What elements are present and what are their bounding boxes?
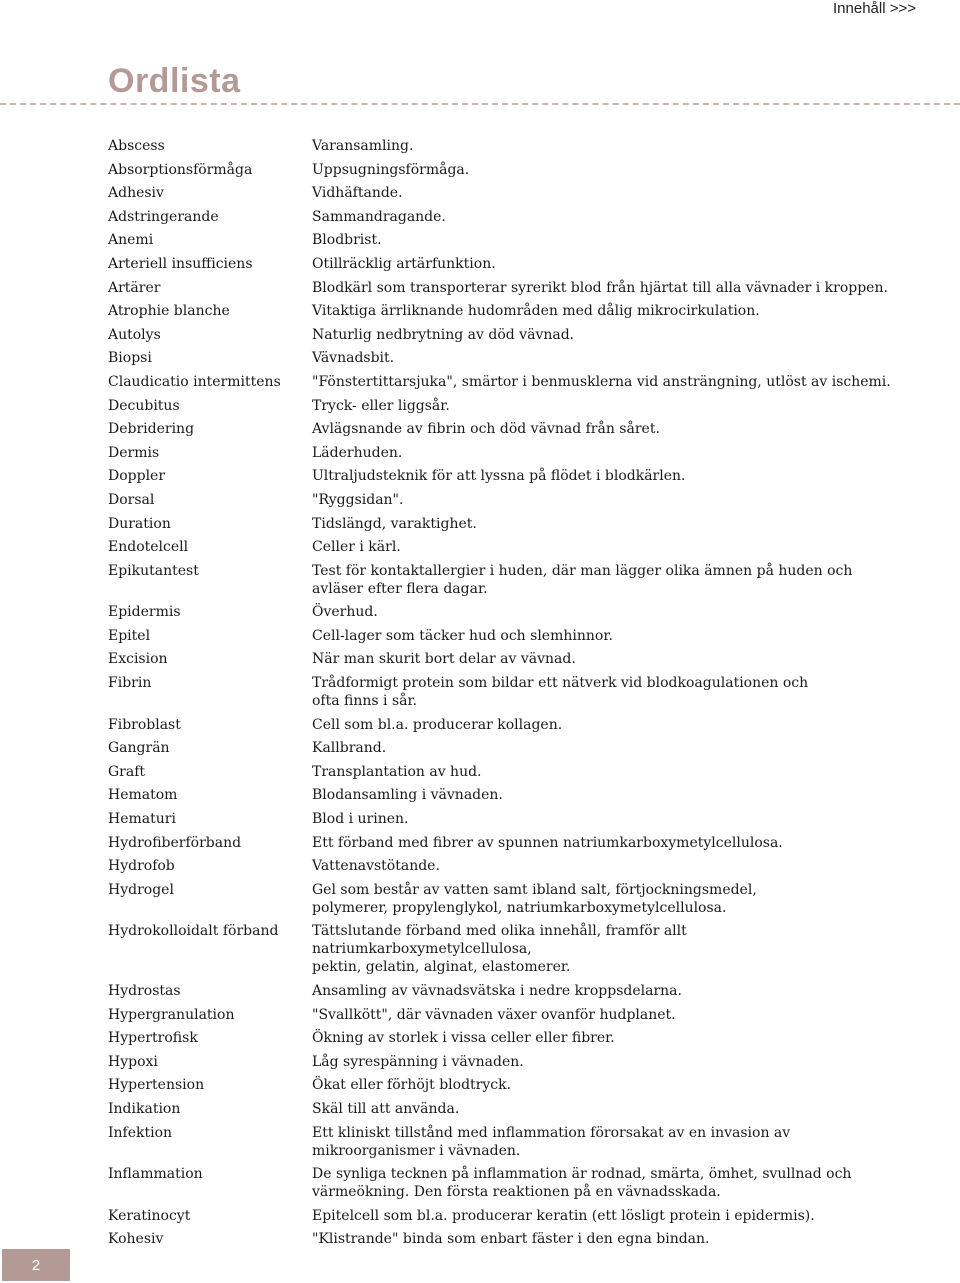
glossary-term: Excision <box>108 651 168 668</box>
glossary-entry <box>108 1053 908 1077</box>
glossary-term: Doppler <box>108 468 166 485</box>
glossary-term: Adhesiv <box>108 185 164 202</box>
glossary-definition: Tättslutande förband med olika innehåll, framför allt natriumkarboxymetylcellulosa, pektin, gelatin, alginat, elastomerer. <box>312 923 687 976</box>
glossary-definition: Överhud. <box>312 604 378 621</box>
glossary-definition: Ultraljudsteknik för att lyssna på flödet i blodkärlen. <box>312 468 686 485</box>
glossary-entry <box>108 786 908 810</box>
glossary-definition: "Svallkött", där vävnaden växer ovanför hudplanet. <box>312 1006 676 1023</box>
glossary-term: Hydrogel <box>108 881 174 898</box>
glossary-entry <box>108 491 908 515</box>
glossary-term: Autolys <box>108 326 161 343</box>
glossary-definition: Vattenavstötande. <box>312 858 440 875</box>
glossary-entry <box>108 302 908 326</box>
glossary-entry <box>108 562 908 604</box>
glossary-entry <box>108 739 908 763</box>
glossary-definition: Blod i urinen. <box>312 811 409 828</box>
glossary-term: Arteriell insufficiens <box>108 255 253 272</box>
glossary-term: Hypergranulation <box>108 1006 235 1023</box>
glossary-term: Inflammation <box>108 1166 203 1183</box>
glossary-definition: Naturlig nedbrytning av död vävnad. <box>312 326 575 343</box>
toc-link[interactable]: Innehåll >>> <box>833 0 916 17</box>
glossary-term: Dermis <box>108 444 160 461</box>
glossary-definition: Cell-lager som täcker hud och slemhinnor. <box>312 627 613 644</box>
glossary-term: Biopsi <box>108 350 152 367</box>
glossary-term: Infektion <box>108 1124 173 1141</box>
glossary-list <box>108 137 908 1254</box>
glossary-definition: Test för kontaktallergier i huden, där man lägger olika ämnen på huden och avläser efter flera dagar. <box>312 562 853 597</box>
glossary-term: Graft <box>108 763 146 780</box>
glossary-entry <box>108 922 908 982</box>
page-number-badge <box>2 1249 70 1281</box>
glossary-term: Epikutantest <box>108 562 199 579</box>
glossary-entry <box>108 467 908 491</box>
glossary-term: Hematom <box>108 787 178 804</box>
glossary-term: Dorsal <box>108 491 155 508</box>
glossary-term: Adstringerande <box>108 208 219 225</box>
glossary-entry <box>108 674 908 716</box>
glossary-definition: "Ryggsidan". <box>312 491 404 508</box>
glossary-term: Indikation <box>108 1100 181 1117</box>
glossary-term: Claudicatio intermittens <box>108 373 281 390</box>
glossary-entry <box>108 1124 908 1166</box>
glossary-entry <box>108 982 908 1006</box>
glossary-definition: Ett kliniskt tillstånd med inflammation förorsakat av en invasion av mikroorganismer i vävnaden. <box>312 1124 791 1159</box>
glossary-term: Fibroblast <box>108 716 181 733</box>
glossary-entry <box>108 208 908 232</box>
title-divider <box>0 103 960 105</box>
glossary-entry <box>108 716 908 740</box>
glossary-term: Hydrofob <box>108 858 175 875</box>
glossary-entry <box>108 763 908 787</box>
glossary-entry <box>108 538 908 562</box>
glossary-term: Decubitus <box>108 397 180 414</box>
glossary-entry <box>108 857 908 881</box>
glossary-entry <box>108 603 908 627</box>
glossary-definition: Varansamling. <box>312 138 414 154</box>
glossary-term: Hypertension <box>108 1077 205 1094</box>
glossary-definition: Låg syrespänning i vävnaden. <box>312 1053 524 1070</box>
glossary-definition: Uppsugningsförmåga. <box>312 161 470 178</box>
glossary-definition: Blodkärl som transporterar syrerikt blod från hjärtat till alla vävnader i kroppen. <box>312 279 888 296</box>
glossary-entry <box>108 279 908 303</box>
glossary-term: Hydrofiberförband <box>108 834 242 851</box>
glossary-term: Epitel <box>108 627 151 644</box>
glossary-entry <box>108 444 908 468</box>
glossary-definition: Epitelcell som bl.a. producerar keratin (ett lösligt protein i epidermis). <box>312 1207 815 1224</box>
glossary-term: Anemi <box>108 232 154 249</box>
glossary-term: Artärer <box>108 279 161 296</box>
glossary-entry <box>108 627 908 651</box>
glossary-term: Hypertrofisk <box>108 1030 198 1047</box>
glossary-entry <box>108 184 908 208</box>
glossary-entry <box>108 137 908 161</box>
glossary-definition: Sammandragande. <box>312 208 446 225</box>
glossary-definition: Trådformigt protein som bildar ett nätverk vid blodkoagulationen och ofta finns i sår. <box>312 675 809 710</box>
glossary-term: Endotelcell <box>108 539 189 556</box>
glossary-term: Debridering <box>108 421 195 438</box>
glossary-term: Epidermis <box>108 604 181 621</box>
glossary-definition: Läderhuden. <box>312 444 403 461</box>
glossary-definition: Skäl till att använda. <box>312 1100 460 1117</box>
glossary-entry <box>108 231 908 255</box>
glossary-definition: Vitaktiga ärrliknande hudområden med dålig mikrocirkulation. <box>312 303 760 320</box>
glossary-definition: Tidslängd, varaktighet. <box>312 515 477 532</box>
page-title: Ordlista <box>108 62 241 100</box>
glossary-definition: "Klistrande" binda som enbart fäster i den egna bindan. <box>312 1231 710 1248</box>
glossary-entry <box>108 515 908 539</box>
glossary-definition: Blodbrist. <box>312 232 382 249</box>
glossary-term: Gangrän <box>108 740 170 757</box>
glossary-term: Fibrin <box>108 675 152 692</box>
glossary-entry <box>108 1076 908 1100</box>
glossary-definition: Tryck- eller liggsår. <box>312 397 450 414</box>
glossary-entry <box>108 810 908 834</box>
glossary-definition: Ansamling av vävnadsvätska i nedre kroppsdelarna. <box>312 983 682 999</box>
glossary-definition: De synliga tecknen på inflammation är rodnad, smärta, ömhet, svullnad och värmeökning. Den första reaktionen på en vävnadsskada. <box>312 1166 852 1201</box>
glossary-term: Hydrokolloidalt förband <box>108 923 279 940</box>
glossary-term: Hematuri <box>108 811 176 828</box>
glossary-term: Kohesiv <box>108 1231 164 1248</box>
glossary-entry <box>108 255 908 279</box>
glossary-definition: Avlägsnande av fibrin och död vävnad från såret. <box>312 421 660 438</box>
glossary-definition: Celler i kärl. <box>312 539 401 556</box>
glossary-entry <box>108 881 908 923</box>
glossary-term: Absorptionsförmåga <box>108 161 253 178</box>
glossary-entry <box>108 834 908 858</box>
glossary-term: Hypoxi <box>108 1053 158 1070</box>
glossary-term: Keratinocyt <box>108 1207 191 1224</box>
glossary-entry <box>108 1029 908 1053</box>
glossary-entry <box>108 650 908 674</box>
glossary-term: Hydrostas <box>108 983 181 999</box>
glossary-definition: Transplantation av hud. <box>312 763 482 780</box>
glossary-definition: När man skurit bort delar av vävnad. <box>312 651 576 668</box>
glossary-definition: Cell som bl.a. producerar kollagen. <box>312 716 563 733</box>
glossary-definition: Blodansamling i vävnaden. <box>312 787 503 804</box>
glossary-definition: Ökat eller förhöjt blodtryck. <box>312 1077 512 1094</box>
glossary-definition: "Fönstertittarsjuka", smärtor i benmusklerna vid ansträngning, utlöst av ischemi. <box>312 373 891 390</box>
glossary-entry <box>108 1207 908 1231</box>
glossary-term: Abscess <box>108 138 165 154</box>
glossary-entry <box>108 1165 908 1207</box>
glossary-definition: Vidhäftande. <box>312 185 403 202</box>
glossary-entry <box>108 397 908 421</box>
glossary-definition: Gel som består av vatten samt ibland salt, förtjockningsmedel, polymerer, propylenglykol, natriumkarboxymetylcellulosa. <box>312 881 757 916</box>
glossary-entry <box>108 161 908 185</box>
glossary-definition: Kallbrand. <box>312 740 387 757</box>
glossary-term: Duration <box>108 515 171 532</box>
glossary-entry <box>108 1100 908 1124</box>
glossary-term: Atrophie blanche <box>108 303 230 320</box>
glossary-definition: Ett förband med fibrer av spunnen natriumkarboxymetylcellulosa. <box>312 834 783 851</box>
glossary-entry <box>108 326 908 350</box>
glossary-entry <box>108 1230 908 1254</box>
glossary-entry <box>108 373 908 397</box>
glossary-definition: Vävnadsbit. <box>312 350 395 367</box>
glossary-entry <box>108 349 908 373</box>
glossary-definition: Otillräcklig artärfunktion. <box>312 255 496 272</box>
glossary-entry <box>108 420 908 444</box>
glossary-definition: Ökning av storlek i vissa celler eller fibrer. <box>312 1030 615 1047</box>
glossary-entry <box>108 1006 908 1030</box>
page-number: 2 <box>31 1256 41 1274</box>
